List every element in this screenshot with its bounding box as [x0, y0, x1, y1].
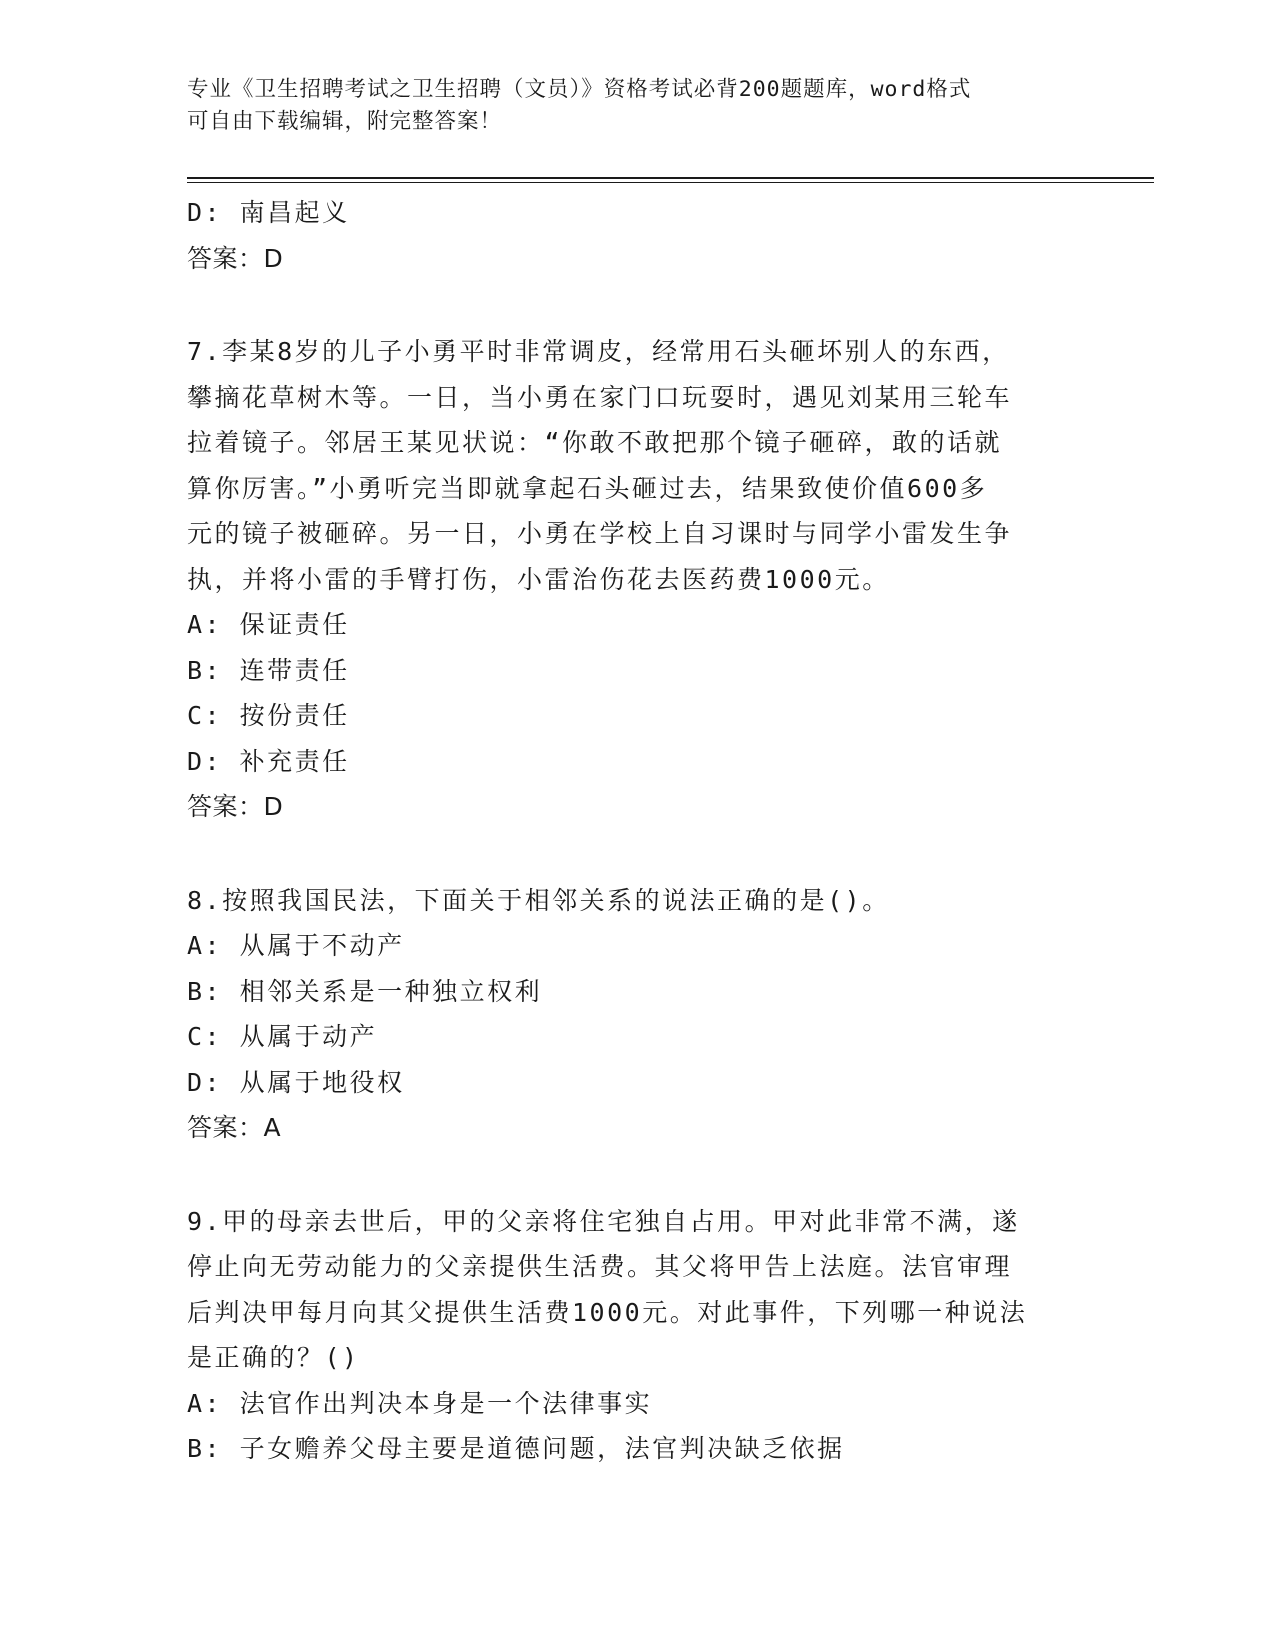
question-stem-line: 攀摘花草树木等。一日，当小勇在家门口玩耍时，遇见刘某用三轮车: [187, 382, 1013, 412]
question-stem-line: 元的镜子被砸碎。另一日，小勇在学校上自习课时与同学小雷发生争: [187, 519, 1013, 548]
option-d: D: 从属于地役权: [187, 1067, 405, 1097]
question-gap: [187, 281, 1087, 329]
question-stem-line: 算你厉害。”小勇听完当即就拿起石头砸过去，结果致使价值600多: [187, 473, 988, 503]
document-header: [187, 74, 1087, 138]
header-title-line-2: 可自由下载编辑，附完整答案！: [187, 109, 503, 134]
header-title-line-1: 专业《卫生招聘考试之卫生招聘（文员）》资格考试必背200题题库，word格式: [187, 77, 972, 102]
answer-line: 答案：D: [187, 792, 284, 821]
option-a: A: 法官作出判决本身是一个法律事实: [187, 1388, 653, 1418]
option-b: B: 子女赡养父母主要是道德问题，法官判决缺乏依据: [187, 1434, 845, 1463]
answer-line: 答案：D: [187, 243, 284, 273]
header-divider-thin: [187, 182, 1154, 183]
question-list: [187, 190, 1087, 1472]
option-a: A: 从属于不动产: [187, 931, 405, 960]
question-9: [187, 1199, 1087, 1472]
question-stem-line: 9.甲的母亲去世后，甲的父亲将住宅独自占用。甲对此非常不满，遂: [187, 1206, 1020, 1236]
option-b: B: 相邻关系是一种独立权利: [187, 976, 543, 1006]
option-d: D: 补充责任: [187, 746, 350, 776]
question-stem-line: 是正确的？(): [187, 1343, 360, 1372]
question-stem-line: 执，并将小雷的手臂打伤，小雷治伤花去医药费1000元。: [187, 564, 890, 594]
option-a: A: 保证责任: [187, 610, 350, 639]
option-b: B: 连带责任: [187, 655, 350, 685]
question-7: [187, 329, 1087, 830]
question-gap: [187, 830, 1087, 878]
answer-line: 答案：A: [187, 1113, 282, 1142]
option-d: D: 南昌起义: [187, 198, 350, 227]
question-stem-line: 后判决甲每月向其父提供生活费1000元。对此事件，下列哪一种说法: [187, 1297, 1028, 1327]
option-c: C: 按份责任: [187, 701, 350, 730]
question-8: [187, 878, 1087, 1151]
question-stem-line: 8.按照我国民法，下面关于相邻关系的说法正确的是()。: [187, 885, 890, 915]
question-stem-line: 拉着镜子。邻居王某见状说：“你敢不敢把那个镜子砸碎，敢的话就: [187, 428, 1003, 457]
question-stem-line: 7.李某8岁的儿子小勇平时非常调皮，经常用石头砸坏别人的东西，: [187, 337, 1010, 366]
header-divider-thick: [187, 177, 1154, 179]
option-c: C: 从属于动产: [187, 1022, 378, 1051]
question-stem-line: 停止向无劳动能力的父亲提供生活费。其父将甲告上法庭。法官审理: [187, 1252, 1013, 1281]
question-gap: [187, 1151, 1087, 1199]
